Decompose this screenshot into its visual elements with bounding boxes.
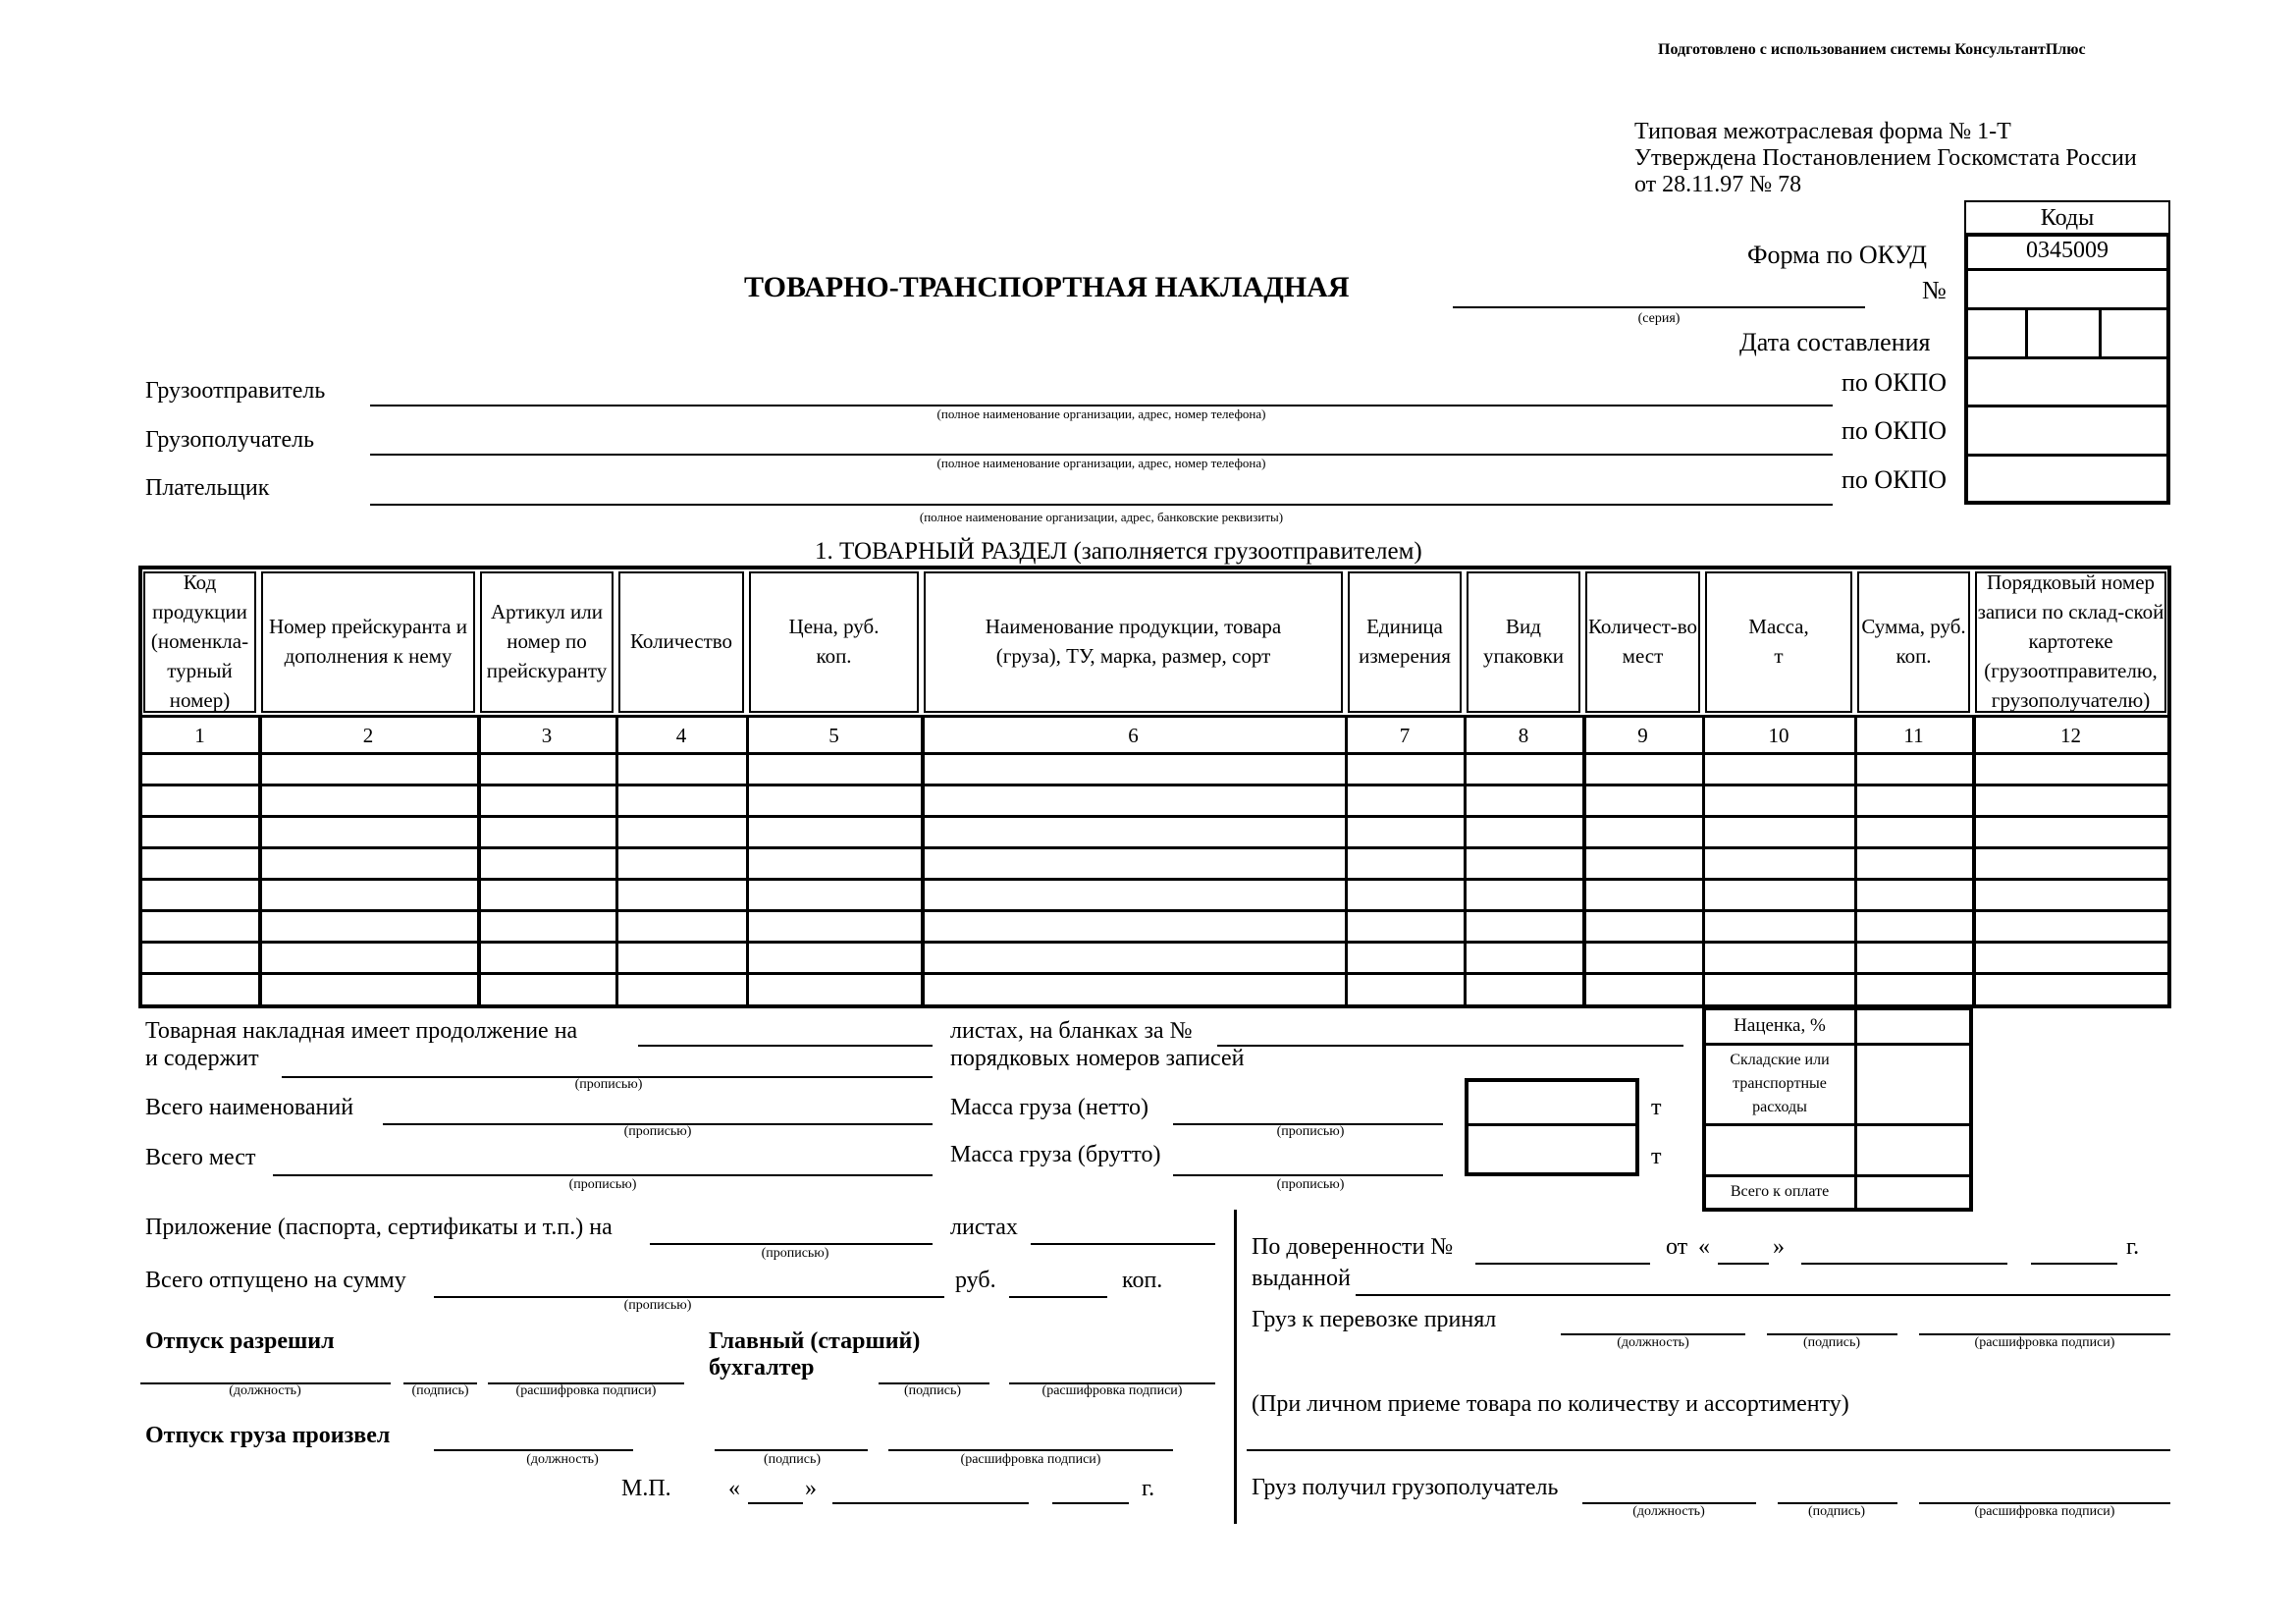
codes-header: Коды bbox=[2040, 204, 2095, 231]
col-number-6: 6 bbox=[1128, 723, 1139, 747]
total-places-caption: (прописью) bbox=[568, 1177, 637, 1192]
col-header-12: Порядковый номер записи по склад-ской картотеке (грузоотправителю, грузополучателю) bbox=[1977, 570, 2164, 712]
poa-month-line[interactable] bbox=[1801, 1263, 2007, 1265]
mass-box[interactable] bbox=[1465, 1078, 1639, 1176]
date-label: Дата составления bbox=[1739, 328, 1931, 356]
poa-label: По доверенности № bbox=[1252, 1234, 1454, 1260]
cargo-accepted-position-caption: (должность) bbox=[1617, 1335, 1689, 1350]
contains-caption: (прописью) bbox=[574, 1077, 643, 1092]
received-label: Груз получил грузополучатель bbox=[1252, 1475, 1559, 1500]
release-allowed-decoding-caption: (расшифровка подписи) bbox=[515, 1383, 657, 1398]
chief-signature-caption: (подпись) bbox=[903, 1383, 962, 1398]
received-signature-caption: (подпись) bbox=[1807, 1504, 1866, 1519]
attachments-line[interactable] bbox=[650, 1243, 933, 1245]
poa-from-label: от bbox=[1666, 1234, 1688, 1260]
col-header-3: Артикул или номер по прейскуранту bbox=[486, 600, 608, 682]
issued-line[interactable] bbox=[1356, 1294, 2170, 1296]
col-number-5: 5 bbox=[828, 723, 839, 747]
col-number-8: 8 bbox=[1518, 723, 1529, 747]
series-line[interactable] bbox=[1453, 306, 1865, 308]
release-made-label: Отпуск груза произвел bbox=[145, 1423, 391, 1448]
mass-gross-line[interactable] bbox=[1173, 1174, 1443, 1176]
attachments-sheets: листах bbox=[950, 1215, 1018, 1240]
release-allowed-position-caption: (должность) bbox=[229, 1383, 301, 1398]
chief-accountant-label-2: бухгалтер bbox=[709, 1355, 815, 1380]
received-decoding-caption: (расшифровка подписи) bbox=[1974, 1504, 2115, 1519]
payer-line[interactable] bbox=[370, 504, 1833, 506]
col-header-11: Сумма, руб. коп. bbox=[1861, 615, 1966, 668]
ton-unit-net: т bbox=[1651, 1095, 1662, 1120]
blanks-number-line[interactable] bbox=[1217, 1045, 1683, 1047]
contains-label: и содержит bbox=[145, 1046, 259, 1071]
number-label: № bbox=[1922, 276, 1947, 304]
kop-line[interactable] bbox=[1009, 1296, 1107, 1298]
release-quote-open: « bbox=[728, 1476, 740, 1501]
ton-unit-gross: т bbox=[1651, 1144, 1662, 1169]
release-month-line[interactable] bbox=[832, 1502, 1029, 1504]
cargo-accepted-signature-caption: (подпись) bbox=[1802, 1335, 1861, 1350]
kop-label: коп. bbox=[1122, 1268, 1163, 1293]
section-title: 1. ТОВАРНЫЙ РАЗДЕЛ (заполняется грузоотправителем) bbox=[815, 538, 1422, 565]
prepared-note-prefix: Подготовлено с использованием системы bbox=[1658, 41, 1955, 58]
poa-year-line[interactable] bbox=[2031, 1263, 2117, 1265]
attachments-sheets-line[interactable] bbox=[1031, 1243, 1215, 1245]
col-header-6: Наименование продукции, товара (груза), ТУ, марка, размер, сорт bbox=[985, 615, 1282, 668]
col-header-5: Цена, руб. коп. bbox=[788, 615, 880, 668]
release-made-position-line[interactable] bbox=[434, 1449, 633, 1451]
mass-net-label: Масса груза (нетто) bbox=[950, 1095, 1149, 1120]
section-divider bbox=[1234, 1210, 1237, 1524]
mass-net-caption: (прописью) bbox=[1276, 1124, 1345, 1139]
shipper-label: Грузоотправитель bbox=[145, 378, 326, 404]
release-allowed-signature-caption: (подпись) bbox=[411, 1383, 469, 1398]
mass-gross-label: Масса груза (брутто) bbox=[950, 1142, 1161, 1167]
col-number-10: 10 bbox=[1768, 723, 1789, 747]
consignee-label: Грузополучатель bbox=[145, 427, 315, 453]
prepared-note-brand: КонсультантПлюс bbox=[1954, 41, 2086, 58]
col-number-7: 7 bbox=[1399, 723, 1411, 747]
okpo-label-1: по ОКПО bbox=[1842, 368, 1948, 397]
okpo-label-3: по ОКПО bbox=[1842, 465, 1948, 494]
rub-label: руб. bbox=[955, 1268, 996, 1293]
chief-accountant-label-1: Главный (старший) bbox=[709, 1328, 921, 1354]
col-number-1: 1 bbox=[194, 723, 205, 747]
codes-box bbox=[1964, 233, 2170, 505]
codes-header-cell bbox=[1964, 200, 2170, 236]
release-year-line[interactable] bbox=[1052, 1502, 1129, 1504]
serial-records-label: порядковых номеров записей bbox=[950, 1046, 1245, 1071]
poa-day-line[interactable] bbox=[1718, 1263, 1769, 1265]
release-made-position-caption: (должность) bbox=[526, 1452, 599, 1467]
mass-gross-caption: (прописью) bbox=[1276, 1177, 1345, 1192]
chief-decoding-caption: (расшифровка подписи) bbox=[1041, 1383, 1183, 1398]
payer-label: Плательщик bbox=[145, 475, 270, 501]
release-day-line[interactable] bbox=[748, 1502, 803, 1504]
total-pay-label: Всего к оплате bbox=[1730, 1183, 1830, 1200]
payer-caption: (полное наименование организации, адрес, банковские реквизиты) bbox=[919, 510, 1284, 524]
attachments-caption: (прописью) bbox=[761, 1246, 829, 1261]
col-header-9: Количест-во мест bbox=[1587, 615, 1698, 668]
poa-year-label: г. bbox=[2126, 1234, 2140, 1260]
release-made-decoding-line[interactable] bbox=[888, 1449, 1173, 1451]
shipper-caption: (полное наименование организации, адрес, номер телефона) bbox=[936, 406, 1266, 421]
release-made-decoding-caption: (расшифровка подписи) bbox=[960, 1452, 1101, 1467]
col-header-1: Код продукции (номенкла-турный номер) bbox=[150, 570, 249, 712]
total-places-line[interactable] bbox=[273, 1174, 933, 1176]
col-number-12: 12 bbox=[2060, 723, 2081, 747]
release-year-label: г. bbox=[1142, 1476, 1155, 1501]
cargo-accepted-decoding-caption: (расшифровка подписи) bbox=[1974, 1335, 2115, 1350]
okpo-label-2: по ОКПО bbox=[1842, 416, 1948, 445]
col-header-2: Номер прейскуранта и дополнения к нему bbox=[269, 615, 467, 668]
poa-number-line[interactable] bbox=[1475, 1263, 1650, 1265]
release-made-signature-line[interactable] bbox=[715, 1449, 868, 1451]
total-names-caption: (прописью) bbox=[623, 1124, 692, 1139]
stamp-label: М.П. bbox=[621, 1476, 671, 1501]
issued-label: выданной bbox=[1252, 1266, 1351, 1291]
col-header-4: Количество bbox=[629, 629, 733, 654]
series-caption: (серия) bbox=[1637, 311, 1681, 326]
personal-receipt-label: (При личном приеме товара по количеству и ассортименту) bbox=[1252, 1391, 1849, 1417]
col-header-10: Масса, т bbox=[1748, 615, 1809, 668]
table-body[interactable] bbox=[142, 756, 2167, 1006]
okud-label: Форма по ОКУД bbox=[1747, 241, 1927, 269]
col-number-11: 11 bbox=[1903, 723, 1924, 747]
col-number-4: 4 bbox=[675, 723, 687, 747]
col-number-3: 3 bbox=[541, 723, 553, 747]
poa-quote-open: « bbox=[1698, 1234, 1710, 1260]
col-header-8: Вид упаковки bbox=[1482, 615, 1565, 668]
form-info-line-2: Утверждена Постановлением Госкомстата России bbox=[1634, 145, 2137, 171]
personal-receipt-line[interactable] bbox=[1247, 1449, 2170, 1451]
attachments-label: Приложение (паспорта, сертификаты и т.п.) на bbox=[145, 1215, 613, 1240]
continuation-label: Товарная накладная имеет продолжение на bbox=[145, 1018, 578, 1044]
col-number-2: 2 bbox=[362, 723, 374, 747]
total-names-label: Всего наименований bbox=[145, 1095, 354, 1120]
form-info-line-1: Типовая межотраслевая форма № 1-Т bbox=[1634, 119, 2011, 144]
okud-value[interactable]: 0345009 bbox=[2026, 238, 2109, 263]
storage-label: Складские или транспортные расходы bbox=[1730, 1052, 1830, 1115]
sheets-on-blanks-label: листах, на бланках за № bbox=[950, 1018, 1193, 1044]
release-allowed-label: Отпуск разрешил bbox=[145, 1328, 335, 1354]
markup-label: Наценка, % bbox=[1734, 1014, 1826, 1036]
form-info-line-3: от 28.11.97 № 78 bbox=[1634, 172, 1802, 197]
total-released-label: Всего отпущено на сумму bbox=[145, 1268, 406, 1293]
consignee-caption: (полное наименование организации, адрес, номер телефона) bbox=[936, 456, 1266, 470]
release-quote-close: » bbox=[805, 1476, 817, 1501]
continuation-line[interactable] bbox=[638, 1045, 933, 1047]
received-position-caption: (должность) bbox=[1632, 1504, 1705, 1519]
page-title: ТОВАРНО-ТРАНСПОРТНАЯ НАКЛАДНАЯ bbox=[744, 271, 1350, 303]
prepared-note bbox=[1658, 42, 2086, 58]
cargo-accepted-label: Груз к перевозке принял bbox=[1252, 1307, 1497, 1332]
col-header-7: Единица измерения bbox=[1359, 615, 1451, 668]
col-number-9: 9 bbox=[1637, 723, 1648, 747]
release-made-signature-caption: (подпись) bbox=[763, 1452, 822, 1467]
total-places-label: Всего мест bbox=[145, 1145, 256, 1170]
poa-quote-close: » bbox=[1773, 1234, 1785, 1260]
total-released-caption: (прописью) bbox=[623, 1298, 692, 1313]
